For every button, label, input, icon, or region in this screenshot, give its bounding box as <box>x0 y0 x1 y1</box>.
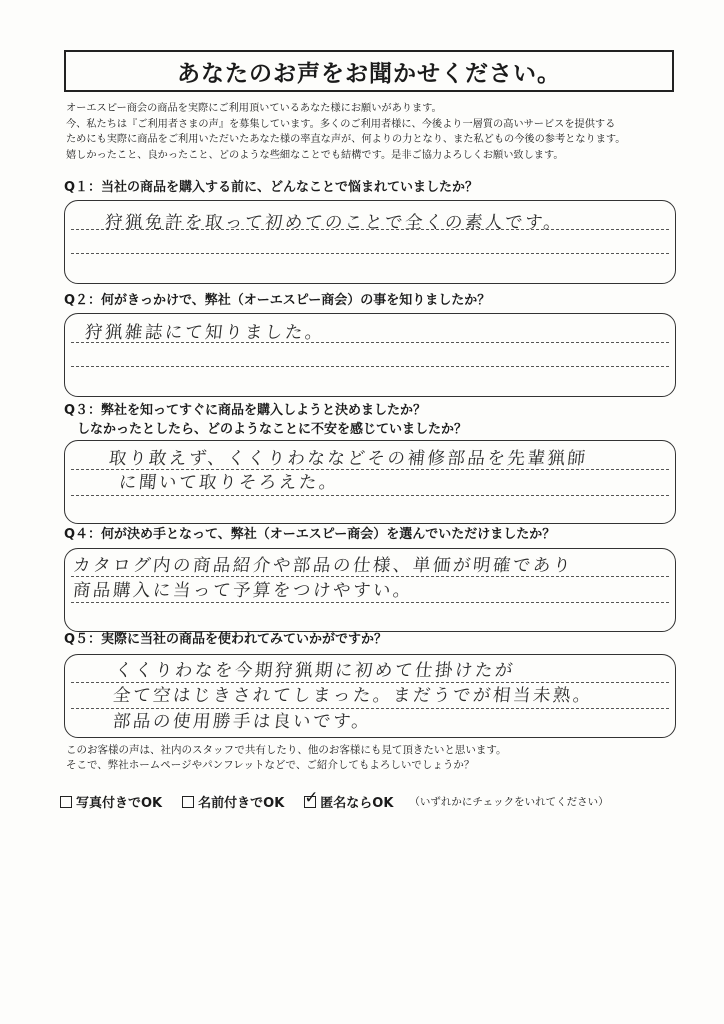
checkbox-photo[interactable] <box>60 796 72 808</box>
question-4-text: Q４：何が決め手となって、弊社（オーエスピー商会）を選んでいただけましたか？ <box>64 527 556 542</box>
answer-2-line-1: 狩猟雑誌にて知りました。 <box>83 323 326 343</box>
answer-box-4 <box>64 548 676 632</box>
answer-5-line-2: 全て空はじきされてしまった。まだうでが相当未熟。 <box>111 686 594 706</box>
option-photo-label: 写真付きでOK <box>76 796 163 811</box>
form-title-box <box>64 50 674 92</box>
answer-rule <box>71 602 669 603</box>
answer-rule <box>71 253 669 254</box>
answer-4-line-2: 商品購入に当って予算をつけやすい。 <box>71 581 414 601</box>
options-note: （いずれかにチェックをいれてください） <box>409 796 609 808</box>
answer-box-3 <box>64 440 676 524</box>
question-4 <box>64 525 555 544</box>
question-5-text: Q５：実際に当社の商品を使われてみていかがですか？ <box>64 632 388 647</box>
consent-options <box>60 787 609 811</box>
answer-box-1 <box>64 200 676 284</box>
answer-1-line-1: 狩猟免許を取って初めてのことで全くの素人です。 <box>103 213 565 233</box>
answer-3-line-2: に聞いて取りそろえた。 <box>117 473 340 493</box>
answer-5-line-3: 部品の使用勝手は良いです。 <box>111 712 373 732</box>
intro-line: オーエスピー商会の商品を実際にご利用頂いているあなた様にお願いがあります。 <box>66 103 442 114</box>
question-5 <box>64 630 387 649</box>
question-2 <box>64 291 490 310</box>
question-3-text-line-2: しなかったとしたら、どのようなことに不安を感じていましたか？ <box>64 422 468 437</box>
question-1 <box>64 178 478 197</box>
question-1-text: Q１：当社の商品を購入する前に、どんなことで悩まれていましたか？ <box>64 180 479 195</box>
footer-text <box>66 743 506 773</box>
form-title: あなたのお声をお聞かせください。 <box>177 60 561 87</box>
question-2-text: Q２：何がきっかけで、弊社（オーエスピー商会）の事を知りましたか？ <box>64 293 491 308</box>
answer-3-line-1: 取り敢えず、くくりわななどその補修部品を先輩猟師 <box>107 449 589 469</box>
intro-text <box>66 101 678 163</box>
question-3 <box>64 401 467 439</box>
answer-rule <box>71 366 669 367</box>
checkbox-name[interactable] <box>182 796 194 808</box>
option-name-ok[interactable] <box>182 792 284 811</box>
footer-line: このお客様の声は、社内のスタッフで共有したり、他のお客様にも見て頂きたいと思います。 <box>66 744 507 756</box>
check-mark-icon: ✓ <box>304 787 319 808</box>
checkbox-anonymous[interactable] <box>304 787 319 808</box>
answer-4-line-1: カタログ内の商品紹介や部品の仕様、単価が明確であり <box>71 556 574 576</box>
answer-5-line-1: くくりわなを今期狩猟期に初めて仕掛けたが <box>113 661 516 681</box>
intro-line: 嬉しかったこと、良かったこと、どのような些細なことでも結構です。是非ご協力よろしくお願い致します。 <box>66 149 564 161</box>
option-anonymous-ok[interactable] <box>304 787 394 811</box>
answer-rule <box>71 495 669 496</box>
question-3-text-line-1: Q３：弊社を知ってすぐに商品を購入しようと決めましたか？ <box>64 403 427 418</box>
footer-line: そこで、弊社ホームページやパンフレットなどで、ご紹介してもよろしいでしょうか？ <box>66 759 475 771</box>
intro-line: 今、私たちは『ご利用者さまの声』を募集しています。多くのご利用者様に、今後より一層質の高いサービスを提供する <box>66 118 616 130</box>
option-name-label: 名前付きでOK <box>198 796 285 811</box>
answer-box-5 <box>64 654 676 738</box>
answer-box-2 <box>64 313 676 397</box>
option-anonymous-label: 匿名ならOK <box>320 796 394 811</box>
intro-line: ためにも実際に商品をご利用いただいたあなた様の率直な声が、何よりの力となり、また私どもの今後の参考となります。 <box>66 134 626 145</box>
option-photo-ok[interactable] <box>60 792 162 811</box>
